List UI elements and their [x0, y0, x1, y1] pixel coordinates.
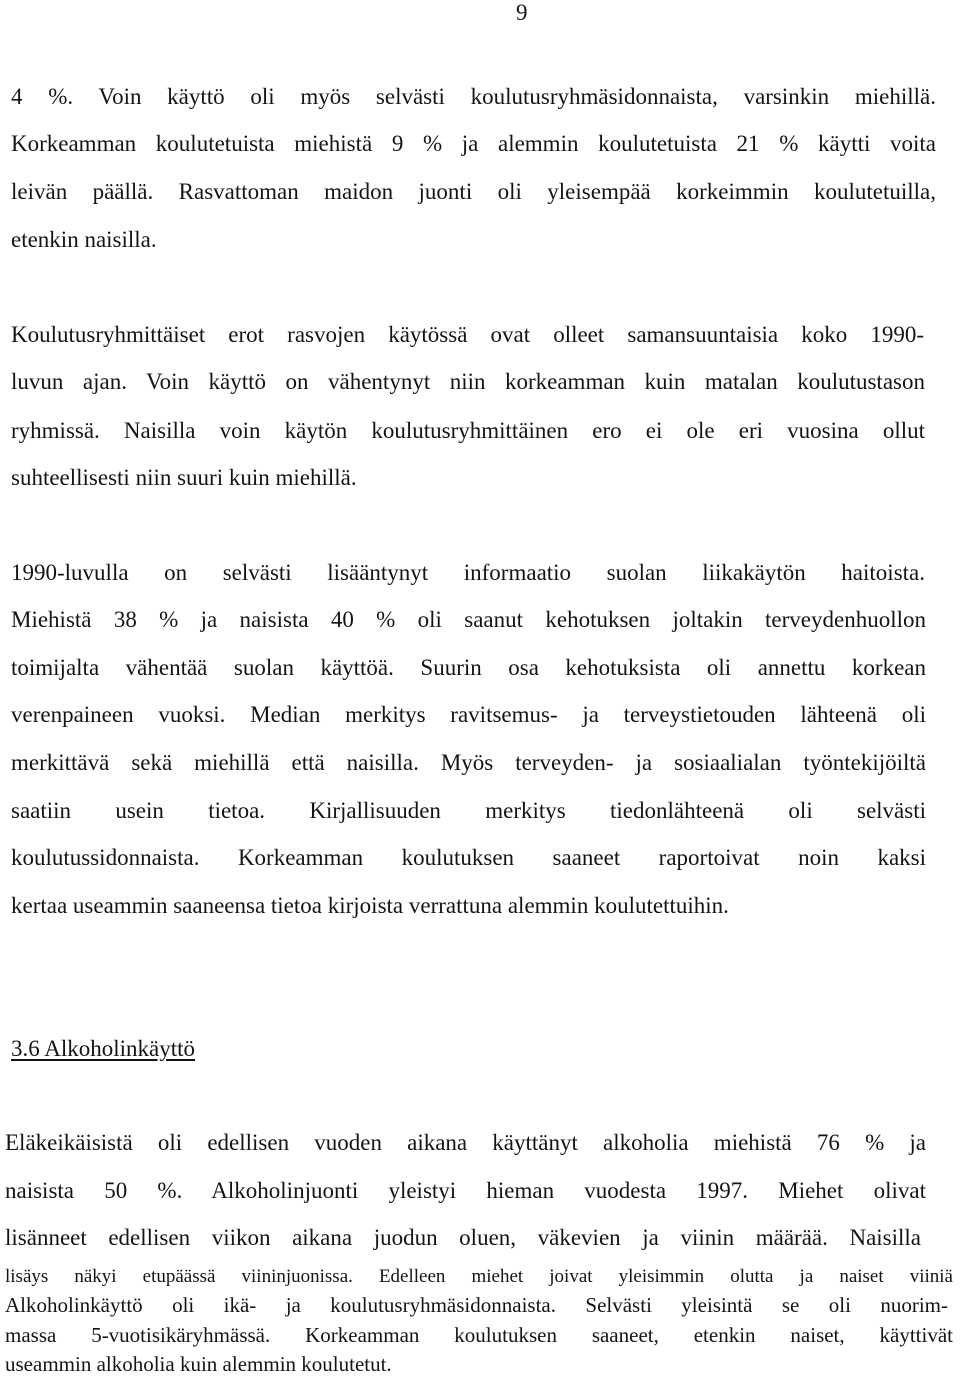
- text-line: leivän päällä. Rasvattoman maidon juonti oli yleisempää korkeimmin koulutetuilla,: [11, 179, 936, 204]
- text-line: luvun ajan. Voin käyttö on vähentynyt niin korkeamman kuin matalan koulutustason: [11, 369, 925, 394]
- text-line: Alkoholinkäyttö oli ikä- ja koulutusryhmäsidonnaista. Selvästi yleisintä se oli nuorim-: [5, 1293, 948, 1317]
- text-line: Eläkeikäisistä oli edellisen vuoden aikana käyttänyt alkoholia miehistä 76 % ja: [5, 1130, 926, 1155]
- text-line: suhteellisesti niin suuri kuin miehillä.: [11, 465, 357, 490]
- text-line: useammin alkoholia kuin alemmin koulutetut.: [5, 1352, 392, 1376]
- text-line: etenkin naisilla.: [11, 227, 157, 252]
- text-line: merkittävä sekä miehillä että naisilla. Myös terveyden- ja sosiaalialan työntekijöiltä: [11, 750, 926, 775]
- text-line: naisista 50 %. Alkoholinjuonti yleistyi hieman vuodesta 1997. Miehet olivat: [5, 1178, 926, 1203]
- text-line: lisänneet edellisen viikon aikana juodun oluen, väkevien ja viinin määrää. Naisilla: [5, 1225, 921, 1250]
- text-line: massa 5-vuotisikäryhmässä. Korkeamman koulutuksen saaneet, etenkin naiset, käyttivät: [5, 1323, 953, 1347]
- text-line: toimijalta vähentää suolan käyttöä. Suurin osa kehotuksista oli annettu korkean: [11, 655, 926, 680]
- text-line: koulutussidonnaista. Korkeamman koulutuksen saaneet raportoivat noin kaksi: [11, 845, 926, 870]
- text-line: Miehistä 38 % ja naisista 40 % oli saanut kehotuksen joltakin terveydenhuollon: [11, 607, 926, 632]
- text-line: 4 %. Voin käyttö oli myös selvästi koulutusryhmäsidonnaista, varsinkin miehillä.: [11, 84, 936, 109]
- text-line: lisäys näkyi etupäässä viininjuonissa. Edelleen miehet joivat yleisimmin olutta ja naiset viiniä: [5, 1266, 953, 1287]
- text-line: verenpaineen vuoksi. Median merkitys ravitsemus- ja terveystietouden lähteenä oli: [11, 702, 926, 727]
- text-line: 1990-luvulla on selvästi lisääntynyt informaatio suolan liikakäytön haitoista.: [11, 560, 925, 585]
- text-line: saatiin usein tietoa. Kirjallisuuden merkitys tiedonlähteenä oli selvästi: [11, 798, 926, 823]
- section-heading: 3.6 Alkoholinkäyttö: [11, 1036, 195, 1061]
- text-line: Koulutusryhmittäiset erot rasvojen käytössä ovat olleet samansuuntaisia koko 1990-: [11, 322, 924, 347]
- page-number: 9: [516, 0, 528, 25]
- text-line: ryhmissä. Naisilla voin käytön koulutusryhmittäinen ero ei ole eri vuosina ollut: [11, 418, 925, 443]
- text-line: Korkeamman koulutetuista miehistä 9 % ja alemmin koulutetuista 21 % käytti voita: [11, 131, 936, 156]
- text-line: kertaa useammin saaneensa tietoa kirjoista verrattuna alemmin koulutettuihin.: [11, 893, 729, 918]
